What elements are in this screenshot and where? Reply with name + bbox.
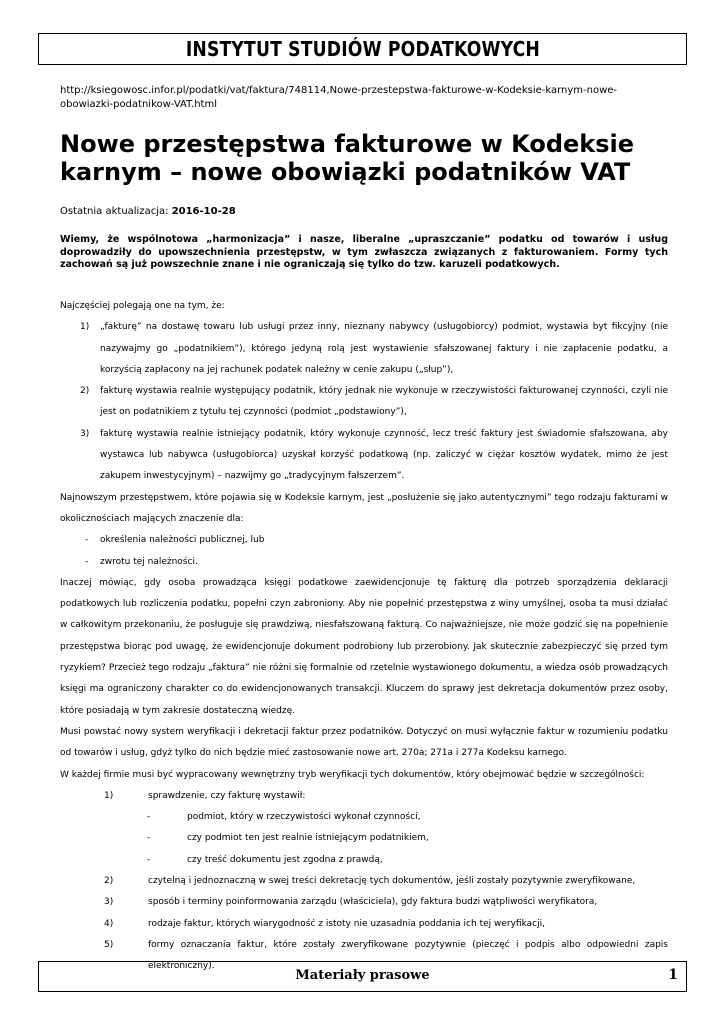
list-item <box>60 914 668 935</box>
sub-list-item <box>60 850 668 871</box>
list-number: 3) <box>80 428 90 439</box>
article-lead: Wiemy, że wspólnotowa „harmonizacja” i nasze, liberalne „upraszczanie” podatku od towarów i usług doprowadziły do upowszechnienia przestępstw, w tym zwłaszcza związanych z fakturowaniem. Formy tych zachowań są już powszechnie znane i nie ograniczają się tylko do tzw. karuzeli podatkowych. <box>60 234 668 270</box>
list-item <box>60 424 668 488</box>
sub-list-item <box>60 807 668 828</box>
header-title: INSTYTUT STUDIÓW PODATKOWYCH <box>185 37 540 61</box>
list-number: 1) <box>104 790 114 801</box>
header-box <box>38 33 687 65</box>
list-item <box>60 530 668 551</box>
intro-paragraph: Najczęściej polegają one na tym, że: <box>60 301 225 311</box>
verification-steps-list <box>60 786 668 978</box>
list-text: zwrotu tej należności. <box>100 556 198 567</box>
list-text: czy podmiot ten jest realnie istniejącym podatnikiem, <box>187 833 429 844</box>
list-number: 2) <box>104 876 114 887</box>
new-offense-paragraph: Najnowszym przestępstwem, które pojawia się w Kodeksie karnym, jest „posłużenie się jako autentycznymi” tego rodzaju fakturami w okolicznościach mających znaczenie dla: <box>60 492 668 524</box>
list-item <box>60 381 668 424</box>
list-text: fakturę wystawia realnie istniejący podatnik, który wykonuje czynność, lecz treść faktury jest świadomie sfałszowana, aby wystawca lub nabywca (usługobiorca) uzyskał korzyść podatkową (np. zaliczyć w ciężar kosztów wydatek, mimo że jest zakupem inwestycyjnym) – nazwijmy go „tradycyjnym fałszerzem”. <box>100 428 668 482</box>
source-url: http://ksiegowosc.infor.pl/podatki/vat/faktura/748114,Nowe-przestepstwa-fakturowe-w-Kodeksie-karnym-nowe-obowiazki-podatnikow-VAT.html <box>60 85 618 110</box>
list-text: rodzaje faktur, których wiarygodność z istoty nie uzasadnia poddania ich tej weryfikacji, <box>148 918 545 929</box>
footer-box <box>38 961 687 992</box>
list-text: czy treść dokumentu jest zgodna z prawdą, <box>187 854 383 865</box>
list-text: formy oznaczania faktur, które zostały zweryfikowane pozytywnie (pieczęć i podpis albo odpowiedni zapis elektroniczny). <box>148 939 668 972</box>
list-bullet: - <box>147 854 151 865</box>
explanation-paragraph: Inaczej mówiąc, gdy osoba prowadząca księgi podatkowe zaewidencjonuje tę fakturę dla potrzeb sporządzenia deklaracji podatkowych lub rozliczenia podatku, popełni czyn zabroniony. Aby nie popełnić przestępstwa z winy umyślnej, osoba ta musi działać w całkowitym przekonaniu, że posługuje się prawdziwą, niesfałszowaną fakturą. Co najważniejsze, nie może godzić się na popełnienie przestępstwa biorąc pod uwagę, że ewidencjonuje dokument podrobiony lub przerobiony. Jak skutecznie zabezpieczyć się przed tym ryzykiem? Przecież tego rodzaju „faktura” nie różni się formalnie od rzetelnie wystawionego dokumentu, a wiedza osób prowadzących księgi ma ograniczony charakter co do ewidencjonowanych transakcji. Kluczem do sprawy jest dekretacja dokumentów przez osoby, które posiadają w tym zakresie dostateczną wiedzę. <box>60 577 668 716</box>
list-number: 5) <box>104 939 114 950</box>
list-item <box>60 317 668 381</box>
list-item <box>60 786 668 807</box>
list-text: określenia należności publicznej, lub <box>100 535 265 546</box>
list-item <box>60 892 668 913</box>
list-number: 3) <box>104 897 114 908</box>
list-text: sposób i terminy poinformowania zarządu (właściciela), gdy faktura budzi wątpliwości weryfikatora, <box>148 897 598 908</box>
list-text: „fakturę” na dostawę towaru lub usługi przez inny, nieznany nabywcy (usługobiorcy) podmiot, wystawia byt fikcyjny (nie nazywajmy go „podatnikiem”), którego jedyną rolą jest wystawienie sfałszowanej faktury i nie zapłacenie podatku, a korzyścią zapłacony na jej rachunek podatek należny w cenie zakupu („słup”), <box>100 322 668 375</box>
list-text: podmiot, który w rzeczywistości wykonał czynności, <box>187 812 421 823</box>
list-text: czytelną i jednoznaczną w swej treści dekretację tych dokumentów, jeśli zostały pozytywnie zweryfikowane, <box>148 876 636 887</box>
list-text: sprawdzenie, czy fakturę wystawił: <box>148 790 306 801</box>
list-item <box>60 552 668 573</box>
footer-label: Materiały prasowe <box>295 968 430 983</box>
last-updated <box>60 206 236 217</box>
firm-paragraph: W każdej firmie musi być wypracowany wewnętrzny tryb weryfikacji tych dokumentów, który obejmować będzie w szczególności: <box>60 769 645 780</box>
system-paragraph: Musi powstać nowy system weryfikacji i dekretacji faktur przez podatników. Dotyczyć on musi wyłącznie faktur w rozumieniu podatku od towarów i usług, gdyż tylko do nich będzie mieć zastosowanie nowe art. 270a; 271a i 277a Kodeksu karnego. <box>60 726 668 759</box>
updated-label: Ostatnia aktualizacja: <box>60 206 169 217</box>
sub-list-item <box>60 828 668 849</box>
list-number: 1) <box>80 322 90 333</box>
list-number: 4) <box>104 918 114 929</box>
list-bullet: - <box>85 556 89 567</box>
list-bullet: - <box>85 535 89 546</box>
list-text: fakturę wystawia realnie występujący podatnik, który jednak nie wykonuje w rzeczywistości fakturowanej czynności, czyli nie jest on podatnikiem z tytułu tej czynności (podmiot „podstawiony”), <box>100 386 668 418</box>
updated-date: 2016-10-28 <box>171 206 236 217</box>
purposes-list <box>60 530 668 573</box>
list-bullet: - <box>147 833 151 844</box>
list-item <box>60 871 668 892</box>
article-body <box>60 296 668 978</box>
list-number: 2) <box>80 386 90 397</box>
article-title: Nowe przestępstwa fakturowe w Kodeksie karnym – nowe obowiązki podatników VAT <box>60 130 635 186</box>
page-number: 1 <box>668 967 678 983</box>
list-bullet: - <box>147 812 151 823</box>
forms-list <box>60 317 668 487</box>
